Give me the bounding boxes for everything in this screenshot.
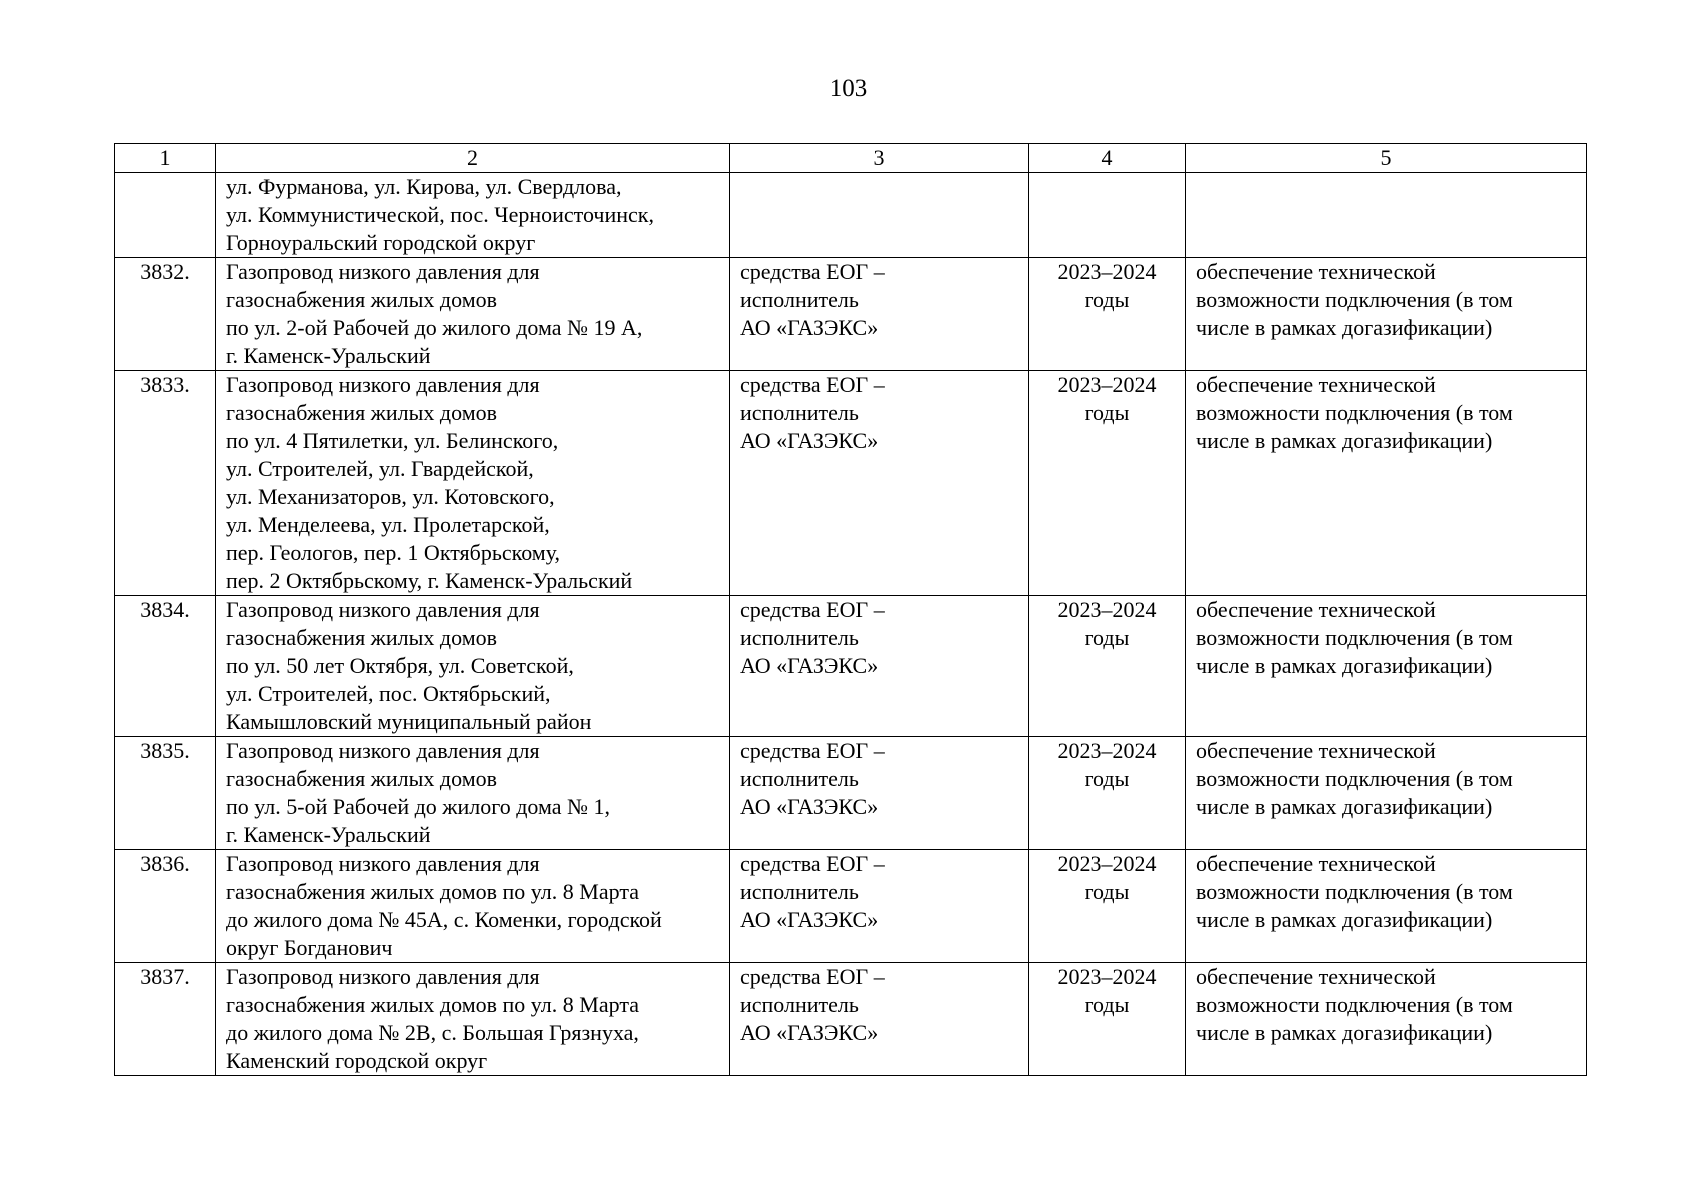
row-number: 3832.	[115, 258, 216, 371]
funding-source: средства ЕОГ – исполнитель АО «ГАЗЭКС»	[730, 850, 1029, 963]
row-number: 3833.	[115, 371, 216, 596]
implementation-period	[1029, 173, 1186, 258]
purpose: обеспечение технической возможности подключения (в том числе в рамках догазификации)	[1186, 596, 1587, 737]
funding-source: средства ЕОГ – исполнитель АО «ГАЗЭКС»	[730, 371, 1029, 596]
implementation-period: 2023–2024 годы	[1029, 850, 1186, 963]
table-row	[115, 173, 1587, 258]
column-header-3: 3	[730, 144, 1029, 173]
table-row	[115, 963, 1587, 1076]
funding-source: средства ЕОГ – исполнитель АО «ГАЗЭКС»	[730, 737, 1029, 850]
object-name: ул. Фурманова, ул. Кирова, ул. Свердлова, ул. Коммунистической, пос. Черноисточинск, Горноуральский городской округ	[216, 173, 730, 258]
table-row	[115, 596, 1587, 737]
purpose: обеспечение технической возможности подключения (в том числе в рамках догазификации)	[1186, 963, 1587, 1076]
funding-source: средства ЕОГ – исполнитель АО «ГАЗЭКС»	[730, 258, 1029, 371]
implementation-period: 2023–2024 годы	[1029, 371, 1186, 596]
column-header-4: 4	[1029, 144, 1186, 173]
column-header-2: 2	[216, 144, 730, 173]
row-number: 3836.	[115, 850, 216, 963]
object-name: Газопровод низкого давления для газоснабжения жилых домов по ул. 5-ой Рабочей до жилого дома № 1, г. Каменск-Уральский	[216, 737, 730, 850]
column-header-5: 5	[1186, 144, 1587, 173]
funding-source: средства ЕОГ – исполнитель АО «ГАЗЭКС»	[730, 963, 1029, 1076]
object-name: Газопровод низкого давления для газоснабжения жилых домов по ул. 2-ой Рабочей до жилого дома № 19 А, г. Каменск-Уральский	[216, 258, 730, 371]
object-name: Газопровод низкого давления для газоснабжения жилых домов по ул. 4 Пятилетки, ул. Белинского, ул. Строителей, ул. Гвардейской, ул. Механизаторов, ул. Котовского, ул. Менделеева, ул. Пролетарской, пер. Геологов, пер. 1 Октябрьскому, пер. 2 Октябрьскому, г. Каменск-Уральский	[216, 371, 730, 596]
table-row	[115, 258, 1587, 371]
implementation-period: 2023–2024 годы	[1029, 737, 1186, 850]
object-name: Газопровод низкого давления для газоснабжения жилых домов по ул. 8 Марта до жилого дома № 2В, с. Большая Грязнуха, Каменский городской округ	[216, 963, 730, 1076]
column-header-1: 1	[115, 144, 216, 173]
row-number: 3837.	[115, 963, 216, 1076]
implementation-period: 2023–2024 годы	[1029, 258, 1186, 371]
row-number: 3835.	[115, 737, 216, 850]
purpose	[1186, 173, 1587, 258]
funding-source: средства ЕОГ – исполнитель АО «ГАЗЭКС»	[730, 596, 1029, 737]
table-row	[115, 850, 1587, 963]
funding-source	[730, 173, 1029, 258]
implementation-period: 2023–2024 годы	[1029, 596, 1186, 737]
page-number: 103	[829, 75, 868, 102]
purpose: обеспечение технической возможности подключения (в том числе в рамках догазификации)	[1186, 258, 1587, 371]
program-table	[114, 143, 1587, 1076]
table-row	[115, 371, 1587, 596]
implementation-period: 2023–2024 годы	[1029, 963, 1186, 1076]
row-number: 3834.	[115, 596, 216, 737]
column-number-row	[115, 144, 1587, 173]
object-name: Газопровод низкого давления для газоснабжения жилых домов по ул. 50 лет Октября, ул. Советской, ул. Строителей, пос. Октябрьский, Камышловский муниципальный район	[216, 596, 730, 737]
purpose: обеспечение технической возможности подключения (в том числе в рамках догазификации)	[1186, 850, 1587, 963]
object-name: Газопровод низкого давления для газоснабжения жилых домов по ул. 8 Марта до жилого дома № 45А, с. Коменки, городской округ Богданович	[216, 850, 730, 963]
table-row	[115, 737, 1587, 850]
row-number	[115, 173, 216, 258]
purpose: обеспечение технической возможности подключения (в том числе в рамках догазификации)	[1186, 737, 1587, 850]
purpose: обеспечение технической возможности подключения (в том числе в рамках догазификации)	[1186, 371, 1587, 596]
